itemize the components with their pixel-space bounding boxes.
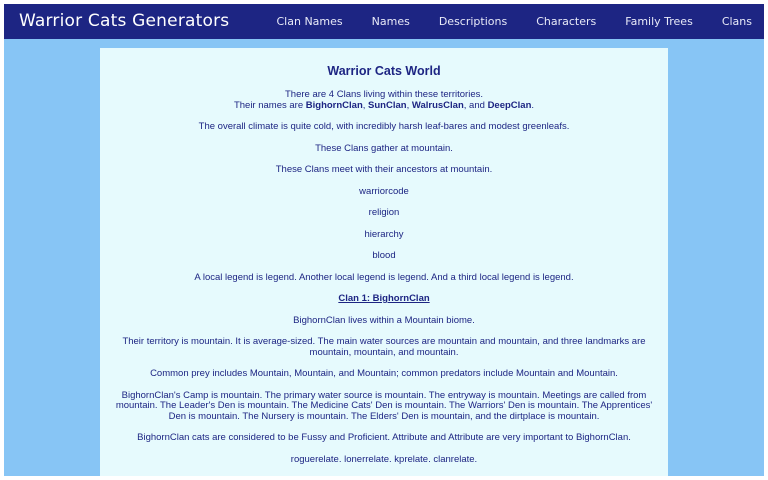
warriorcode-text: warriorcode <box>359 185 409 197</box>
religion-text: religion <box>368 207 400 218</box>
world-title: Warrior Cats World <box>327 64 441 78</box>
page-frame <box>4 4 764 476</box>
clan-name-sun: SunClan <box>368 99 407 111</box>
blood-text: blood <box>372 250 396 261</box>
clan-1-camp-text: BighornClan's Camp is mountain. The primary water source is mountain. The entryway is mountain. Meetings are called from mountain. The Leader's Den is mountain. The Medicine Cats' Den is mountain. The Warriors' Den is mountain. The Apprentices' Den is mountain. The Nursery is mountain. The Elders' Den is mountain, and the dirtplace is mountain. <box>115 389 653 422</box>
ancestors-text: These Clans meet with their ancestors at mountain. <box>275 164 493 175</box>
legend-text: A local legend is legend. Another local legend is legend. And a third local legend is legend. <box>194 271 574 283</box>
clan-names-separator: , and <box>463 99 488 111</box>
hierarchy-text: hierarchy <box>364 228 404 240</box>
clan-count-line: There are 4 Clans living within these territories. <box>284 89 483 100</box>
clan-names-separator: , <box>362 99 369 111</box>
nav-link-clans[interactable]: Clans <box>721 15 752 28</box>
site-brand-link[interactable]: Warrior Cats Generators <box>19 11 230 31</box>
clan-count-paragraph <box>114 90 654 111</box>
nav-link-descriptions[interactable]: Descriptions <box>438 15 508 28</box>
top-navbar <box>4 4 764 39</box>
nav-link-clan-names[interactable]: Clan Names <box>276 15 343 28</box>
clan-1-prey-text: Common prey includes Mountain, Mountain, and Mountain; common predators include Mountain and Mountain. <box>150 368 618 379</box>
clan-name-bighorn: BighornClan <box>305 99 363 111</box>
world-description-panel <box>100 48 668 476</box>
nav-link-names[interactable]: Names <box>371 15 410 28</box>
clan-1-relations-text: roguerelate. lonerrelate. kprelate. clanrelate. <box>290 453 478 465</box>
nav-link-family-trees[interactable]: Family Trees <box>625 15 693 28</box>
nav-links <box>248 4 753 39</box>
clan-name-walrus: WalrusClan <box>411 99 464 111</box>
clan-1-traits-text: BighornClan cats are considered to be Fussy and Proficient. Attribute and Attribute are very important to BighornClan. <box>137 432 631 443</box>
clan-names-end: . <box>531 99 535 111</box>
clan-names-line <box>114 101 654 112</box>
clan-1-biome-text: BighornClan lives within a Mountain biome. <box>293 314 475 326</box>
gathering-text: These Clans gather at mountain. <box>315 142 453 154</box>
clan-1-territory-text: Their territory is mountain. It is average-sized. The main water sources are mountain and mountain, and three landmarks are mountain, mountain, and mountain. <box>122 336 646 358</box>
clan-1-heading-link[interactable]: Clan 1: BighornClan <box>338 293 430 304</box>
nav-link-characters[interactable]: Characters <box>536 15 597 28</box>
climate-text: The overall climate is quite cold, with incredibly harsh leaf-bares and modest greenleafs. <box>198 121 570 132</box>
clan-names-separator: , <box>406 99 412 111</box>
clan-names-prefix: Their names are <box>233 99 306 111</box>
clan-name-deep: DeepClan <box>487 99 532 111</box>
